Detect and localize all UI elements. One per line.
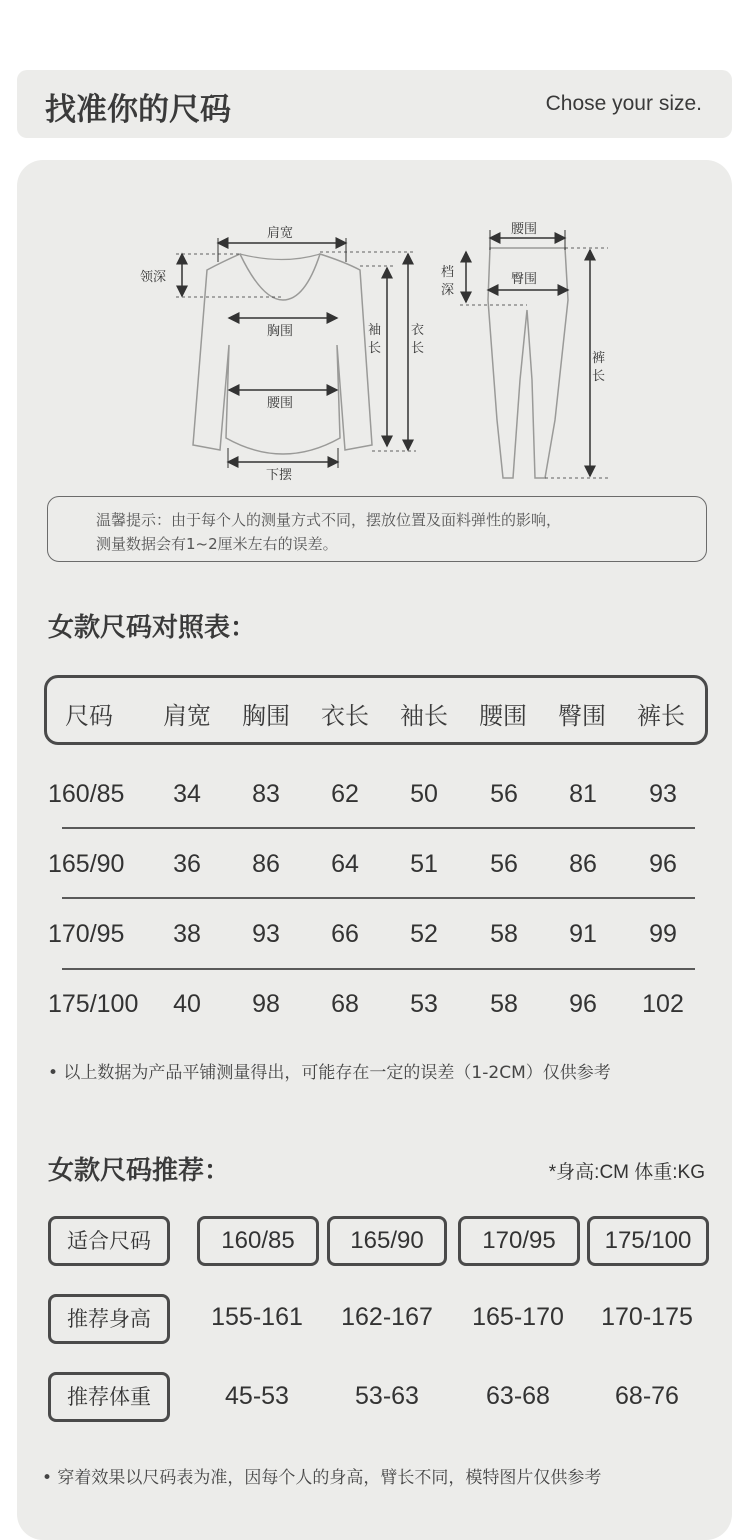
cell-chest: 93 — [252, 920, 280, 948]
cell-pants-length: 102 — [642, 990, 684, 1018]
height-value: 162-167 — [341, 1303, 433, 1331]
header-chest: 胸围 — [242, 702, 290, 730]
cell-size: 160/85 — [48, 780, 125, 808]
table-row — [0, 780, 750, 820]
cell-sleeve: 50 — [410, 780, 438, 808]
cell-pants-length: 99 — [649, 920, 677, 948]
label-sleeve-2: 长 — [368, 341, 382, 356]
measurement-diagram — [0, 0, 750, 500]
size-option-160-85[interactable]: 160/85 — [197, 1216, 319, 1266]
recommend-title: 女款尺码推荐： — [48, 1156, 231, 1186]
measurement-note — [47, 496, 707, 562]
cell-hip: 81 — [569, 780, 597, 808]
header-size: 尺码 — [65, 702, 113, 730]
cell-chest: 83 — [252, 780, 280, 808]
header-waist: 腰围 — [479, 702, 527, 730]
fit-size-label: 适合尺码 — [48, 1216, 170, 1266]
top-garment-outline — [193, 254, 372, 454]
cell-hip: 86 — [569, 850, 597, 878]
label-hem: 下摆 — [266, 468, 293, 483]
height-value: 165-170 — [472, 1303, 564, 1331]
weight-value: 63-68 — [486, 1382, 550, 1410]
size-chart-title: 女款尺码对照表： — [48, 613, 257, 643]
label-rise-2: 深 — [441, 283, 455, 298]
cell-length: 62 — [331, 780, 359, 808]
cell-shoulder: 36 — [173, 850, 201, 878]
cell-shoulder: 34 — [173, 780, 201, 808]
cell-length: 64 — [331, 850, 359, 878]
size-option-175-100[interactable]: 175/100 — [587, 1216, 709, 1266]
cell-shoulder: 40 — [173, 990, 201, 1018]
cell-waist: 56 — [490, 780, 518, 808]
weight-value: 68-76 — [615, 1382, 679, 1410]
recommend-footnote: • 穿着效果以尺码表为准，因每个人的身高，臂长不同，模特图片仅供参考 — [42, 1468, 602, 1488]
height-value: 170-175 — [601, 1303, 693, 1331]
label-pants-length-2: 长 — [592, 369, 606, 384]
header-pants-length: 裤长 — [637, 702, 685, 730]
cell-hip: 96 — [569, 990, 597, 1018]
row-divider — [62, 897, 695, 899]
label-neck-depth: 领深 — [140, 270, 167, 285]
table-row — [0, 920, 750, 960]
height-value: 155-161 — [211, 1303, 303, 1331]
header-sleeve: 袖长 — [400, 702, 448, 730]
size-option-165-90[interactable]: 165/90 — [327, 1216, 447, 1266]
table-row — [0, 990, 750, 1030]
cell-sleeve: 53 — [410, 990, 438, 1018]
cell-hip: 91 — [569, 920, 597, 948]
row-divider — [62, 827, 695, 829]
weight-value: 53-63 — [355, 1382, 419, 1410]
size-chart-footnote: • 以上数据为产品平铺测量得出，可能存在一定的误差（1-2CM）仅供参考 — [48, 1063, 611, 1083]
label-chest: 胸围 — [267, 324, 294, 339]
size-chart-header — [44, 675, 708, 745]
cell-shoulder: 38 — [173, 920, 201, 948]
cell-waist: 58 — [490, 990, 518, 1018]
recommended-weight-label: 推荐体重 — [48, 1372, 170, 1422]
label-sleeve-1: 袖 — [368, 323, 382, 338]
recommended-height-label: 推荐身高 — [48, 1294, 170, 1344]
page-title: 找准你的尺码 — [45, 92, 231, 128]
unit-note: *身高:CM 体重:KG — [548, 1162, 705, 1183]
cell-pants-length: 96 — [649, 850, 677, 878]
cell-pants-length: 93 — [649, 780, 677, 808]
header-hip: 臀围 — [558, 702, 606, 730]
size-option-170-95[interactable]: 170/95 — [458, 1216, 580, 1266]
page-subtitle: Chose your size. — [545, 92, 702, 115]
label-rise-1: 档 — [441, 265, 455, 280]
cell-length: 66 — [331, 920, 359, 948]
cell-sleeve: 51 — [410, 850, 438, 878]
cell-size: 170/95 — [48, 920, 125, 948]
label-pants-waist: 腰围 — [511, 222, 538, 237]
header-shoulder: 肩宽 — [163, 702, 211, 730]
cell-chest: 98 — [252, 990, 280, 1018]
note-line-2: 测量数据会有1~2厘米左右的误差。 — [96, 535, 338, 553]
cell-chest: 86 — [252, 850, 280, 878]
cell-sleeve: 52 — [410, 920, 438, 948]
label-hip: 臀围 — [511, 272, 538, 287]
label-top-waist: 腰围 — [267, 396, 294, 411]
label-length-2: 长 — [411, 341, 425, 356]
label-shoulder: 肩宽 — [267, 226, 294, 241]
label-pants-length-1: 裤 — [592, 351, 606, 366]
cell-size: 175/100 — [48, 990, 139, 1018]
label-length-1: 衣 — [411, 323, 425, 338]
note-line-1: 温馨提示：由于每个人的测量方式不同，摆放位置及面料弹性的影响， — [96, 511, 562, 529]
cell-size: 165/90 — [48, 850, 125, 878]
row-divider — [62, 968, 695, 970]
cell-length: 68 — [331, 990, 359, 1018]
table-row — [0, 850, 750, 890]
cell-waist: 56 — [490, 850, 518, 878]
cell-waist: 58 — [490, 920, 518, 948]
header-length: 衣长 — [321, 702, 369, 730]
weight-value: 45-53 — [225, 1382, 289, 1410]
